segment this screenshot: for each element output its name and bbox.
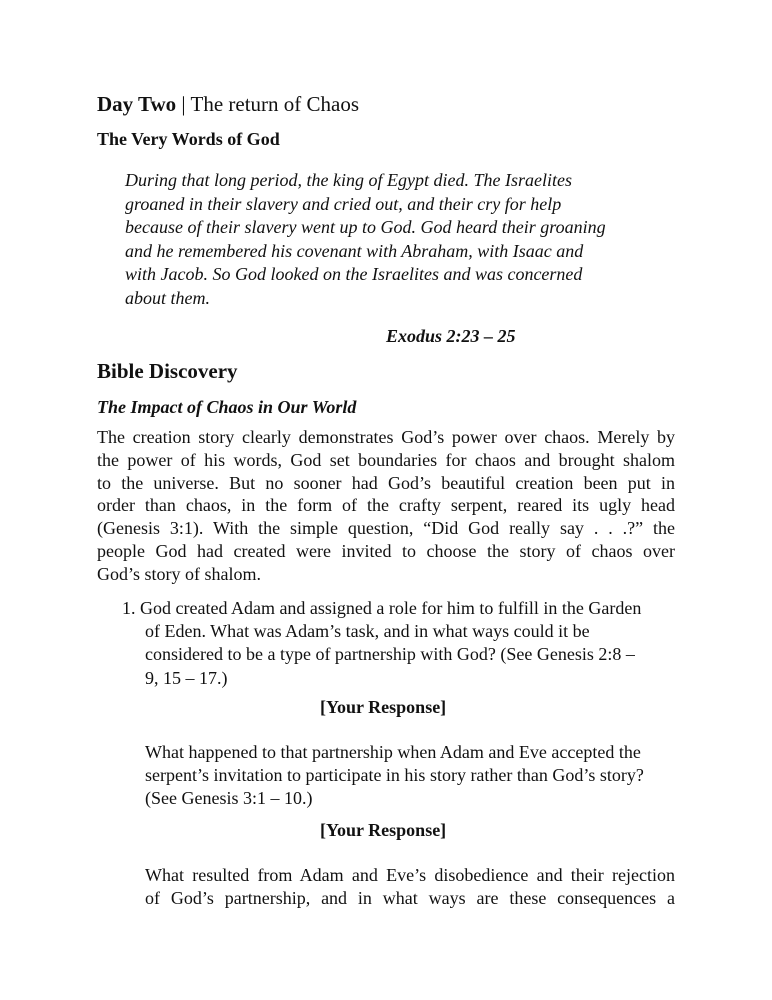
- question-3: [145, 864, 675, 910]
- scripture-line: During that long period, the king of Egypt died. The Israelites: [125, 170, 572, 190]
- scripture-line: groaned in their slavery and cried out, and their cry for help: [125, 193, 562, 214]
- question-2: [145, 741, 675, 811]
- scripture-line: about them.: [125, 287, 210, 308]
- scripture-reference: Exodus 2:23 – 25: [386, 326, 516, 346]
- day-heading: [97, 90, 359, 118]
- intro-paragraph: [97, 426, 675, 586]
- paragraph-line: people God had created were invited to choose the story of chaos over: [97, 540, 675, 561]
- paragraph-line: (Genesis 3:1). With the simple question, “Did God really say . . .?” the: [97, 518, 675, 539]
- scripture-line: and he remembered his covenant with Abraham, with Isaac and: [125, 240, 584, 261]
- question-number: 1.: [122, 598, 136, 618]
- question-1: [122, 597, 682, 690]
- scripture-quote: [125, 169, 655, 310]
- day-topic: The return of Chaos: [190, 92, 360, 116]
- paragraph-line: the power of his words, God set boundaries for chaos and brought shalom: [97, 449, 675, 470]
- paragraph-line: order than chaos, in the form of the crafty serpent, reared its ugly head: [97, 495, 675, 516]
- scripture-line: with Jacob. So God looked on the Israelites and was concerned: [125, 264, 583, 284]
- words-of-god-title: The Very Words of God: [97, 129, 280, 149]
- question-text: God created Adam and assigned a role for him to fulfill in the Garden: [140, 598, 642, 618]
- response-placeholder-1[interactable]: [Your Response]: [320, 697, 447, 717]
- question-line: 9, 15 – 17.): [145, 667, 228, 688]
- paragraph-line: to the universe. But no sooner had God’s beautiful creation been put in: [97, 472, 675, 493]
- question-line: serpent’s invitation to participate in his story rather than God’s story?: [145, 765, 644, 786]
- day-label: Day Two: [97, 92, 177, 116]
- question-line: What resulted from Adam and Eve’s disobedience and their rejection: [145, 865, 675, 885]
- scripture-line: because of their slavery went up to God. God heard their groaning: [125, 217, 606, 237]
- question-line: considered to be a type of partnership with God? (See Genesis 2:8 –: [145, 644, 635, 665]
- paragraph-line: The creation story clearly demonstrates God’s power over chaos. Merely by: [97, 427, 675, 447]
- question-line: of Eden. What was Adam’s task, and in what ways could it be: [145, 621, 590, 642]
- heading-separator: |: [181, 92, 186, 116]
- question-line: of God’s partnership, and in what ways are these consequences a: [145, 888, 675, 909]
- question-line: (See Genesis 3:1 – 10.): [145, 788, 313, 809]
- response-placeholder-2[interactable]: [Your Response]: [320, 820, 447, 840]
- question-line: [122, 597, 682, 620]
- bible-discovery-title: Bible Discovery: [97, 359, 238, 383]
- section-subtitle: The Impact of Chaos in Our World: [97, 397, 357, 417]
- question-line: What happened to that partnership when Adam and Eve accepted the: [145, 742, 641, 762]
- paragraph-line: God’s story of shalom.: [97, 563, 261, 584]
